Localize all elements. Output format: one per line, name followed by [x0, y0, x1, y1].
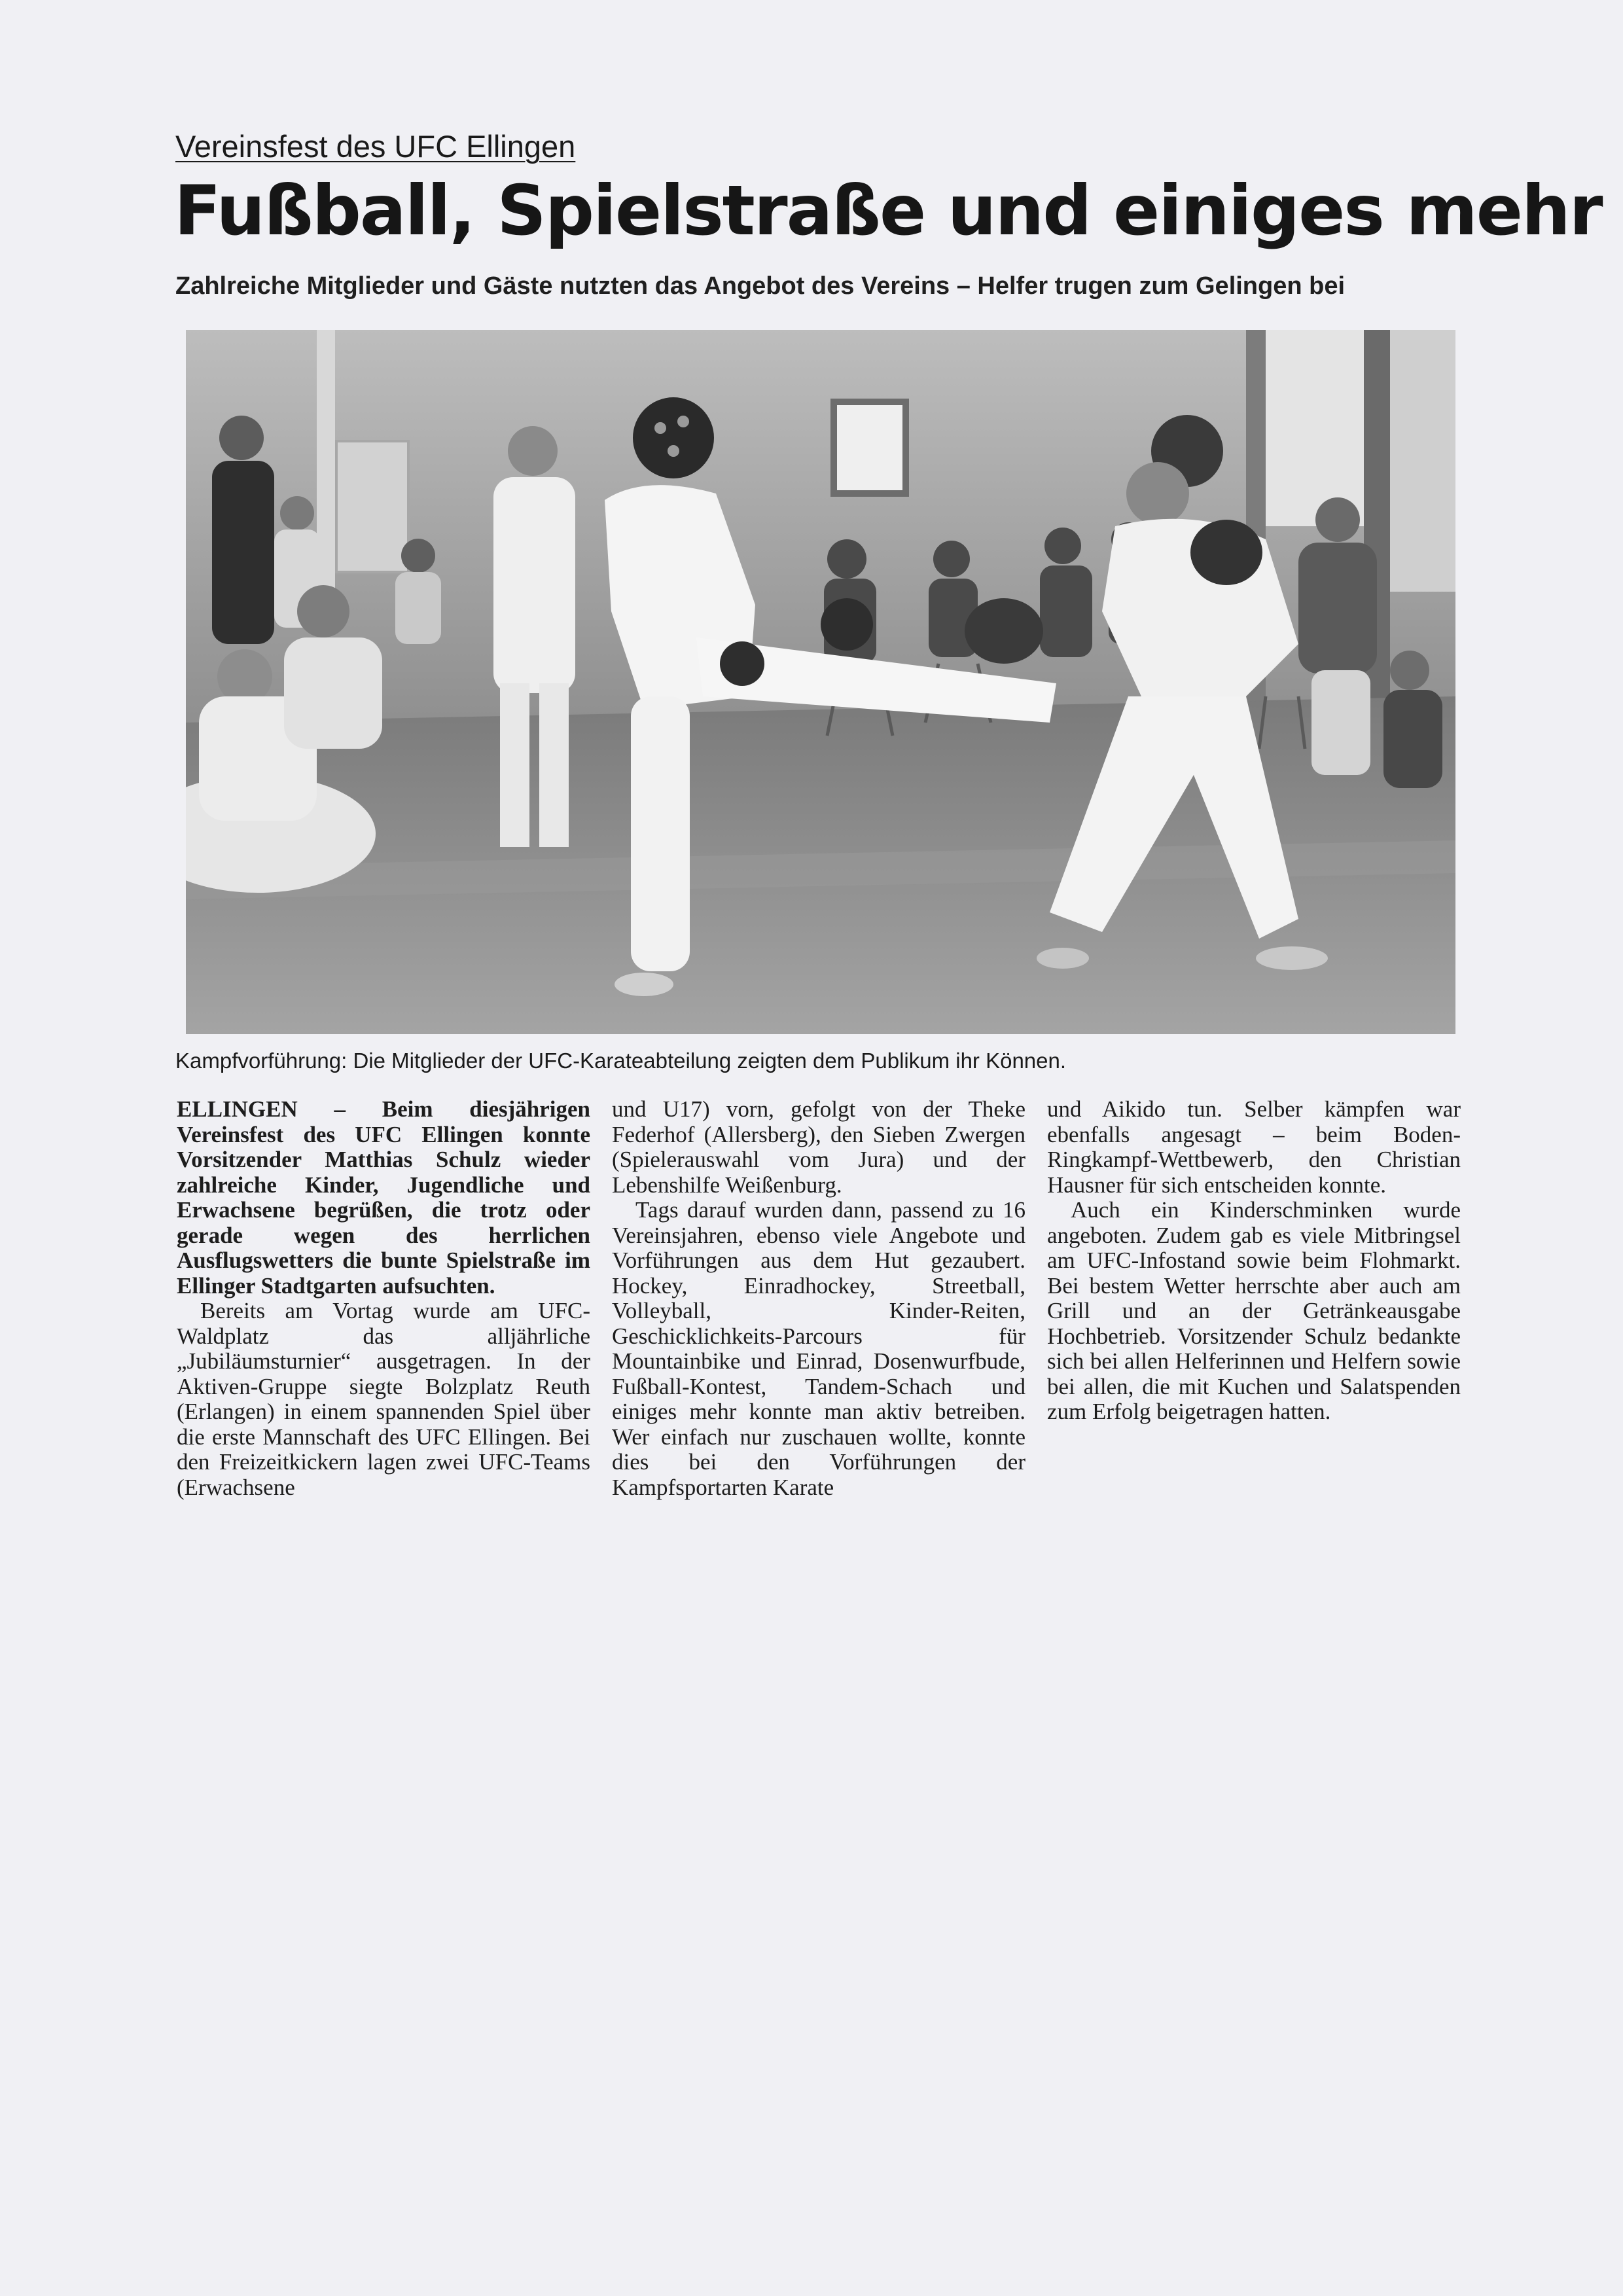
article-subheadline: Zahlreiche Mitglieder und Gäste nutzten das Angebot des Vereins – Helfer trugen zum Gelingen bei: [175, 272, 1346, 300]
karate-demonstration-photo: [186, 330, 1455, 1034]
article-paragraph: Auch ein Kinderschminken wurde angeboten. Zudem gab es viele Mitbringsel am UFC-Infostand sowie beim Flohmarkt. Bei bestem Wetter herrschte aber auch am Grill und an der Getränkeausgabe Hochbetrieb. Vorsitzender Schulz bedankte sich bei allen Helferinnen und Helfern sowie bei allen, die mit Kuchen und Salatspenden zum Erfolg beigetragen hatten.: [1047, 1197, 1461, 1424]
article-headline: Fußball, Spielstraße und einiges mehr: [174, 171, 1602, 251]
article-column-2: [612, 1097, 1026, 1500]
article-paragraph: Tags darauf wurden dann, passend zu 16 Vereinsjahren, ebenso viele Angebote und Vorführungen aus dem Hut gezaubert. Hockey, Einradhockey, Streetball, Volleyball, Kinder-Reiten, Geschicklichkeits-Parcours für Mountainbike und Einrad, Dosenwurfbude, Fußball-Kontest, Tandem-Schach und einiges mehr konnte man aktiv betreiben. Wer einfach nur zuschauen wollte, konnte dies bei den Vorführungen der Kampfsportarten Karate: [612, 1197, 1026, 1500]
article-lead-paragraph: ELLINGEN – Beim diesjährigen Vereinsfest des UFC Ellingen konnte Vorsitzender Matthias Schulz wieder zahlreiche Kinder, Jugendliche und Erwachsene begrüßen, die trotz oder gerade wegen des herrlichen Ausflugswetters die bunte Spielstraße im Ellinger Stadtgarten aufsuchten.: [177, 1096, 590, 1299]
article-paragraph: Bereits am Vortag wurde am UFC-Waldplatz das alljährliche „Jubiläumsturnier“ ausgetragen. In der Aktiven-Gruppe siegte Bolzplatz Reuth (Erlangen) in einem spannenden Spiel über die erste Mannschaft des UFC Ellingen. Bei den Freizeitkickern lagen zwei UFC-Teams (Erwachsene: [177, 1298, 590, 1500]
photo-caption: Kampfvorführung: Die Mitglieder der UFC-Karateabteilung zeigten dem Publikum ihr Können.: [175, 1049, 1067, 1073]
article-paragraph: und Aikido tun. Selber kämpfen war ebenfalls angesagt – beim Boden-Ringkampf-Wettbewerb, den Christian Hausner für sich entscheiden konnte.: [1047, 1096, 1461, 1198]
article-paragraph: und U17) vorn, gefolgt von der Theke Federhof (Allersberg), den Sieben Zwergen (Spielerauswahl vom Jura) und der Lebenshilfe Weißenburg.: [612, 1096, 1026, 1198]
article-kicker: Vereinsfest des UFC Ellingen: [175, 129, 576, 164]
article-column-3: [1047, 1097, 1461, 1425]
article-column-1: [177, 1097, 590, 1500]
